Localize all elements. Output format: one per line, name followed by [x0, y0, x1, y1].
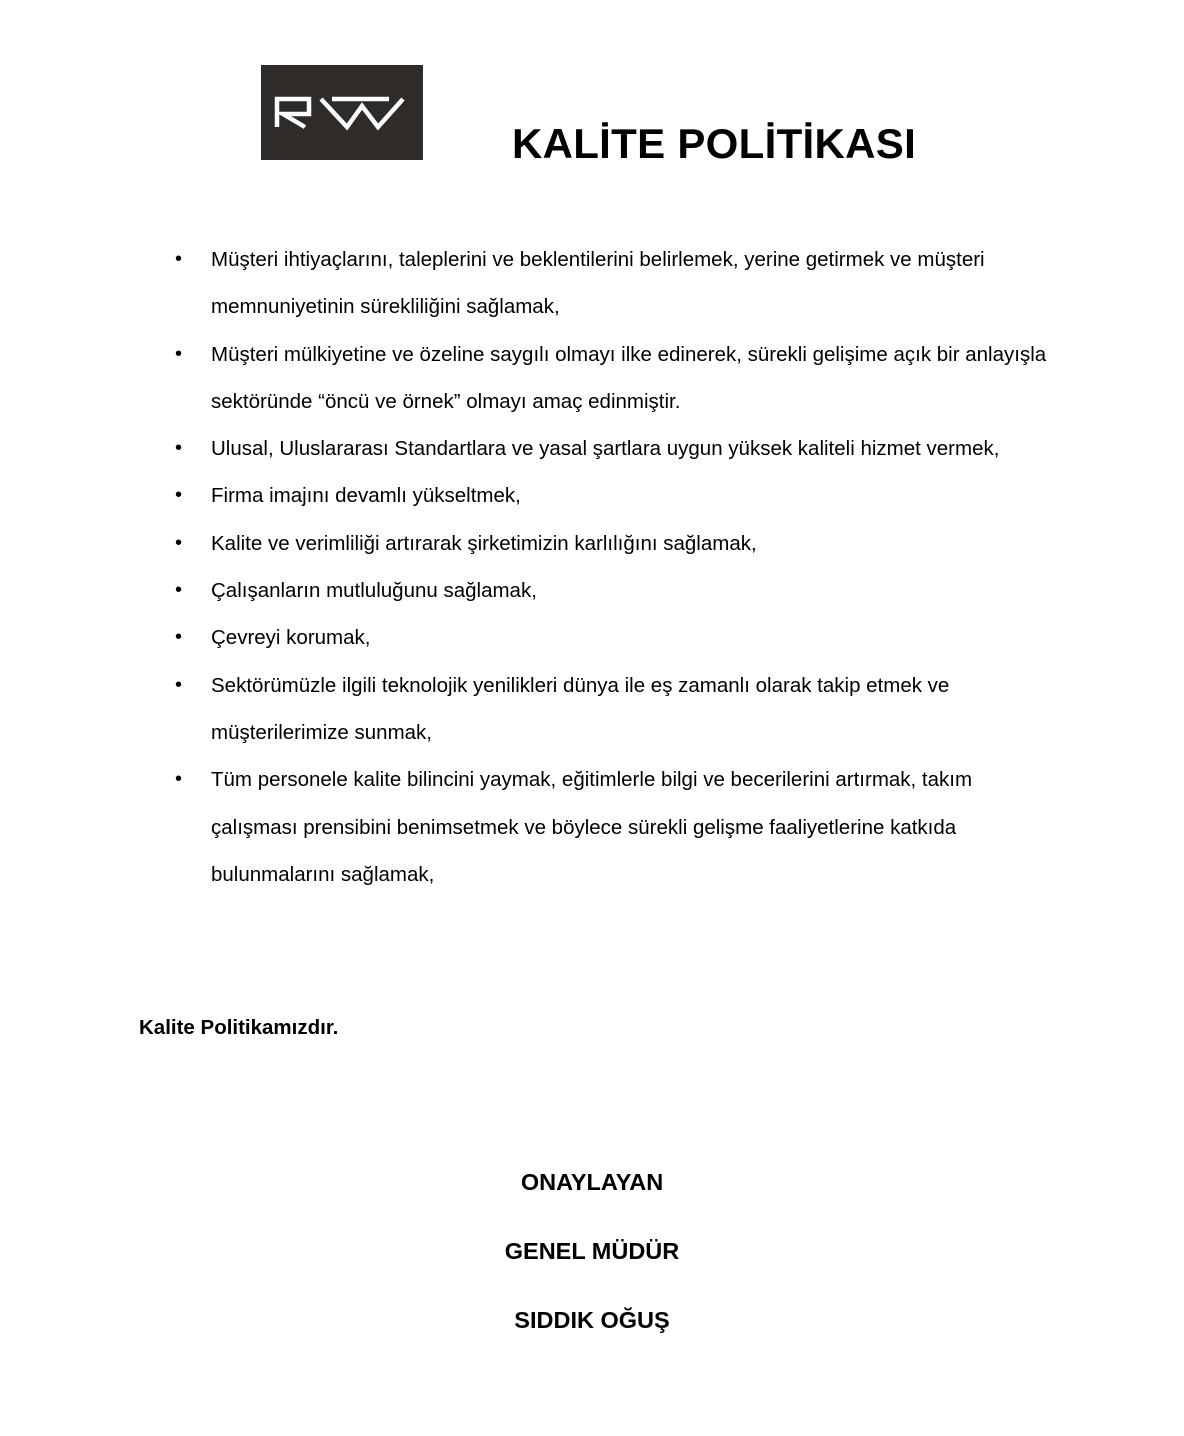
policy-item-text: Sektörümüzle ilgili teknolojik yenilikleri dünya ile eş zamanlı olarak takip etmek ve müşterilerimize sunmak,	[211, 673, 950, 744]
policy-item-text: Firma imajını devamlı yükseltmek,	[211, 484, 521, 508]
policy-item	[175, 236, 1061, 331]
policy-item-text: Müşteri ihtiyaçlarını, taleplerini ve beklentilerini belirlemek, yerine getirmek ve müşteri memnuniyetinin sürekliliğini sağlamak,	[211, 248, 985, 319]
policy-item	[175, 662, 1061, 757]
bullet-icon: •	[175, 579, 183, 602]
policy-item-text: Müşteri mülkiyetine ve özeline saygılı olmayı ilke edinerek, sürekli gelişime açık bir anlayışla sektöründe “öncü ve örnek” olmayı amaç edinmiştir.	[211, 342, 1047, 413]
policy-item-text: Çevreyi korumak,	[211, 626, 371, 650]
policy-item	[175, 756, 1061, 898]
bullet-icon: •	[175, 673, 183, 696]
policy-item-text: Ulusal, Uluslararası Standartlara ve yasal şartlara uygun yüksek kaliteli hizmet vermek,	[211, 437, 1000, 461]
policy-item-text: Kalite ve verimliliği artırarak şirketimizin karlılığını sağlamak,	[211, 531, 757, 555]
bullet-icon: •	[175, 248, 183, 270]
bullet-icon: •	[175, 768, 183, 791]
bullet-icon: •	[175, 531, 183, 554]
bullet-icon: •	[175, 437, 183, 460]
approval-label: ONAYLAYAN	[520, 1169, 664, 1195]
bullet-icon: •	[175, 342, 183, 365]
bullet-icon: •	[175, 626, 183, 649]
rw-logo-mark	[261, 65, 423, 160]
policy-item	[175, 425, 1061, 472]
approver-role: GENEL MÜDÜR	[504, 1238, 680, 1264]
company-logo	[261, 65, 423, 160]
policy-item	[175, 567, 1061, 614]
policy-item	[175, 520, 1061, 567]
policy-item-text: Çalışanların mutluluğunu sağlamak,	[211, 579, 537, 603]
bullet-icon: •	[175, 484, 183, 507]
policy-item	[175, 472, 1061, 519]
page-title: KALİTE POLİTİKASI	[511, 120, 917, 167]
policy-list	[175, 236, 1061, 898]
policy-item	[175, 614, 1061, 661]
approver-name: SIDDIK OĞUŞ	[514, 1307, 670, 1333]
policy-item	[175, 331, 1061, 426]
closing-statement: Kalite Politikamızdır.	[139, 1016, 339, 1039]
policy-item-text: Tüm personele kalite bilincini yaymak, eğitimlerle bilgi ve becerilerini artırmak, takım çalışması prensibini benimsetmek ve böylece sürekli gelişme faaliyetlerine katkıda bulunmalarını sağlamak,	[211, 768, 973, 886]
